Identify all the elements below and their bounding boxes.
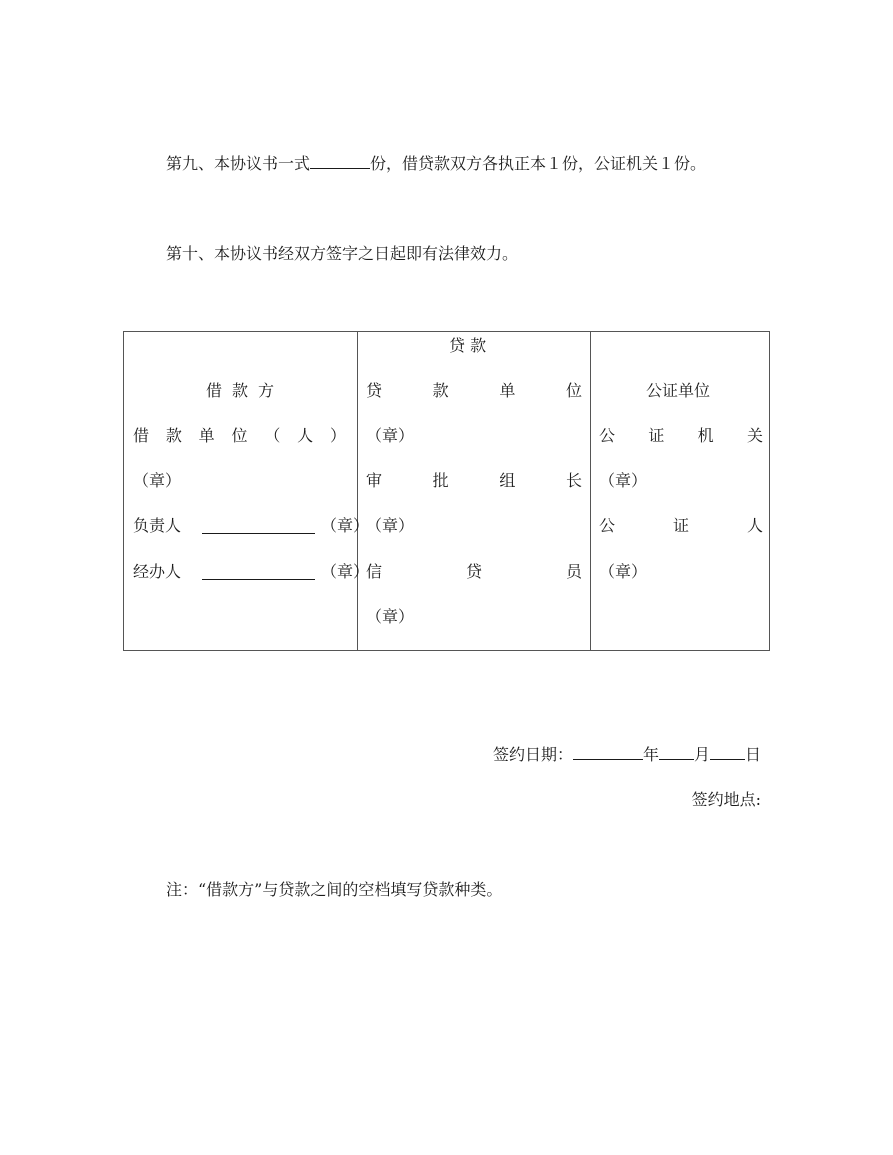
- lender-unit-seal: （章）: [366, 426, 415, 445]
- borrower-principal-label: 负责人: [133, 516, 182, 535]
- notary-person-label: 公 证 人: [599, 516, 763, 535]
- lender-unit-label: 贷 款 单 位: [366, 381, 582, 400]
- year-blank[interactable]: [573, 744, 643, 760]
- day-blank[interactable]: [710, 744, 745, 760]
- borrower-handler-label: 经办人: [133, 562, 182, 581]
- article-9-prefix: 第九、本协议书一式: [166, 154, 311, 173]
- footnote: 注：“借款方”与贷款之间的空档填写贷款种类。: [166, 880, 503, 899]
- handler-signature-line[interactable]: [202, 564, 315, 580]
- month-label: 月: [693, 745, 710, 764]
- column-divider: [357, 332, 358, 650]
- signing-date-label: 签约日期：: [492, 745, 573, 764]
- lender-officer-seal: （章）: [366, 607, 415, 626]
- borrower-unit-label: 借 款 单 位 （ 人 ）: [133, 426, 346, 445]
- lender-heading: 贷 款: [449, 336, 487, 355]
- notary-office-label: 公 证 机 关: [599, 426, 763, 445]
- lender-officer-label: 信 贷 员: [366, 562, 582, 581]
- copies-blank[interactable]: [310, 153, 370, 169]
- month-blank[interactable]: [659, 744, 694, 760]
- borrower-handler-seal: （章）: [321, 562, 370, 581]
- borrower-heading: 借 款 方: [206, 381, 274, 400]
- notary-person-seal: （章）: [599, 562, 648, 581]
- year-label: 年: [642, 745, 659, 764]
- borrower-unit-seal: （章）: [133, 471, 182, 490]
- notary-office-seal: （章）: [599, 471, 648, 490]
- lender-approver-seal: （章）: [366, 516, 415, 535]
- article-9-suffix: 份，借贷款双方各执正本１份，公证机关１份。: [370, 154, 707, 173]
- article-9: [166, 153, 706, 174]
- borrower-principal-seal: （章）: [321, 516, 370, 535]
- signing-date: [493, 744, 761, 765]
- column-divider: [590, 332, 591, 650]
- notary-heading: 公证单位: [646, 381, 711, 400]
- article-10: 第十、本协议书经双方签字之日起即有法律效力。: [166, 244, 519, 263]
- principal-signature-line[interactable]: [202, 518, 315, 534]
- signing-place: 签约地点:: [691, 790, 761, 809]
- lender-approver-label: 审 批 组 长: [366, 471, 582, 490]
- signature-table: [123, 331, 770, 651]
- day-label: 日: [744, 745, 761, 764]
